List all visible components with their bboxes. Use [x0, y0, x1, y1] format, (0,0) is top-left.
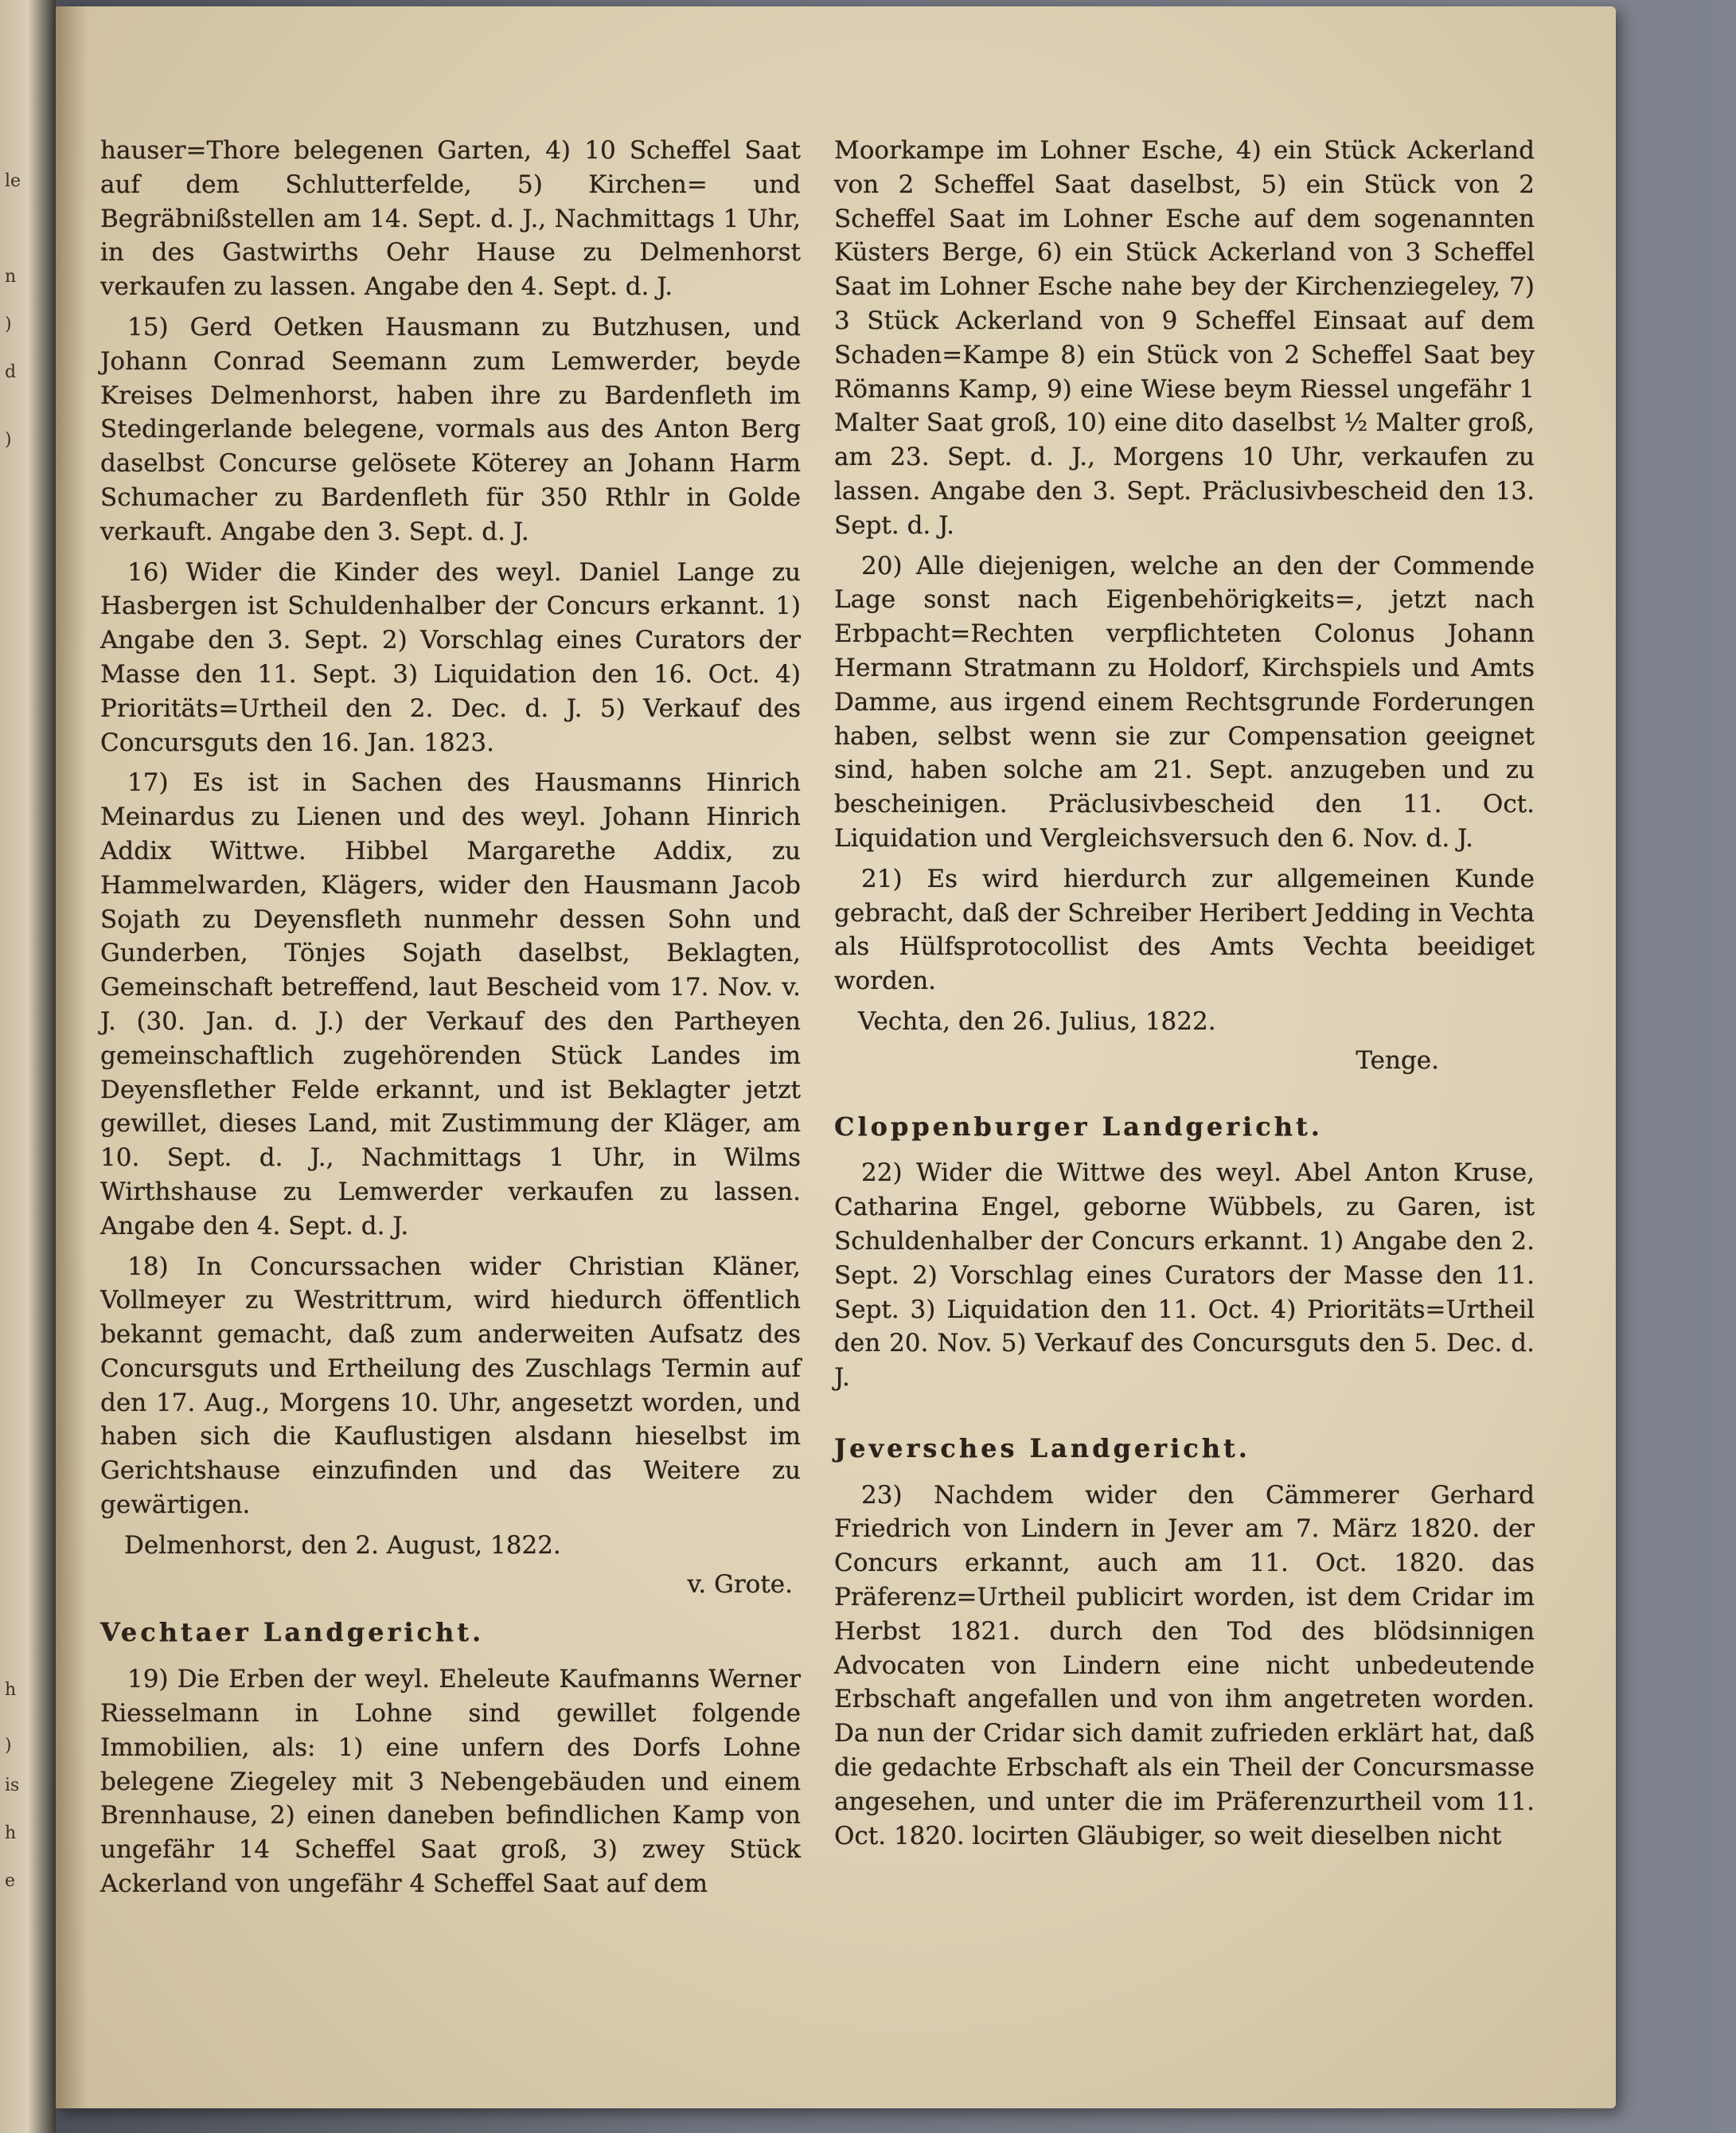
document-page [56, 6, 1616, 2108]
gutter-fragment: h [5, 1823, 17, 1843]
notice-15: 15) Gerd Oetken Hausmann zu Butzhusen, und Johann Conrad Seemann zum Lemwerder, beyde Kreises Delmenhorst, haben ihre zu Bardenfleth im Stedingerlande belegene, vormals aus des Anton Berg daselbst Concurse gelösete Köterey an Johann Harm Schumacher zu Bardenfleth für 350 Rthlr in Golde verkauft. Angabe den 3. Sept. d. J. [100, 312, 801, 546]
gutter-fragment: is [5, 1776, 20, 1795]
notice-17: 17) Es ist in Sachen des Hausmanns Hinrich Meinardus zu Lienen und des weyl. Johann Hinrich Addix Wittwe. Hibbel Margarethe Addix, zu Hammelwarden, Klägers, wider den Hausmann Jacob Sojath zu Deyensfleth nunmehr dessen Sohn und Gunderben, Tönjes Sojath daselbst, Beklagten, Gemeinschaft betreffend, laut Bescheid vom 17. Nov. v. J. (30. Jan. d. J.) der Verkauf des den Partheyen gemeinschaftlich zugehörenden Stück Landes im Deyensflether Felde erkannt, und ist Beklagter jetzt gewillet, dieses Land, mit Zustimmung der Kläger, am 10. Sept. d. J., Nachmittags 1 Uhr, in Wilms Wirthshause zu Lemwerder verkaufen zu lassen. Angabe den 4. Sept. d. J. [100, 768, 801, 1240]
gutter-fragment: ) [5, 430, 12, 450]
gutter-fragment: ) [5, 1736, 12, 1756]
right-column [834, 134, 1535, 1859]
gutter-fragment: le [5, 171, 21, 191]
gutter-fragment: e [5, 1871, 16, 1891]
section-heading-cloppenburg: Cloppenburger Landgericht. [834, 1111, 1323, 1142]
gutter-fragment: n [5, 267, 17, 287]
gutter-fragment: ) [5, 314, 12, 334]
place-date-vechta: Vechta, den 26. Julius, 1822. [858, 1006, 1216, 1036]
facing-page-gutter [0, 0, 56, 2133]
notice-18: 18) In Concurssachen wider Christian Kläner, Vollmeyer zu Westrittrum, wird hiedurch öffentlich bekannt gemacht, daß zum anderweiten Aufsatz des Concursguts und Ertheilung des Zuschlags Termin auf den 17. Aug., Morgens 10. Uhr, angesetzt worden, und haben sich die Kauflustigen alsdann hieselbst im Gerichtshause einzufinden und das Weitere zu gewärtigen. [100, 1252, 801, 1520]
gutter-fragment: d [5, 362, 17, 382]
place-date-delmenhorst: Delmenhorst, den 2. August, 1822. [124, 1530, 561, 1560]
section-heading-vechta: Vechtaer Landgericht. [100, 1617, 485, 1648]
gutter-fragment: h [5, 1680, 17, 1700]
signature-grote: v. Grote. [687, 1569, 793, 1599]
notice-21: 21) Es wird hierdurch zur allgemeinen Kunde gebracht, daß der Schreiber Heribert Jedding in Vechta als Hülfsprotocollist des Amts Vechta beeidiget worden. [834, 864, 1535, 996]
signature-tenge: Tenge. [1356, 1045, 1439, 1075]
continued-paragraph: hauser=Thore belegenen Garten, 4) 10 Scheffel Saat auf dem Schlutterfelde, 5) Kirchen= und Begräbnißstellen am 14. Sept. d. J., Nachmittags 1 Uhr, in des Gastwirths Oehr Hause zu Delmenhorst verkaufen zu lassen. Angabe den 4. Sept. d. J. [100, 136, 801, 302]
notice-20: 20) Alle diejenigen, welche an den der Commende Lage sonst nach Eigenbehörigkeits=, jetzt nach Erbpacht=Rechten verpflichteten Colonus Johann Hermann Stratmann zu Holdorf, Kirchspiels und Amts Damme, aus irgend einem Rechtsgrunde Forderungen haben, selbst wenn sie zur Compensation geeignet sind, haben solche am 21. Sept. anzugeben und zu bescheinigen. Präclusivbescheid den 11. Oct. Liquidation und Vergleichsversuch den 6. Nov. d. J. [834, 551, 1535, 853]
notice-23: 23) Nachdem wider den Cämmerer Gerhard Friedrich von Lindern in Jever am 7. März 1820. der Concurs erkannt, auch am 11. Oct. 1820. das Präferenz=Urtheil publicirt worden, ist dem Cridar im Herbst 1821. durch den Tod des blödsinnigen Advocaten von Lindern eine nicht unbedeutende Erbschaft angefallen und von ihm angetreten worden. Da nun der Cridar sich damit zufrieden erklärt hat, daß die gedachte Erbschaft als ein Theil der Concursmasse angesehen, und unter die im Präferenzurtheil vom 11. Oct. 1820. locirten Gläubiger, so weit dieselben nicht [834, 1480, 1535, 1850]
notice-22: 22) Wider die Wittwe des weyl. Abel Anton Kruse, Catharina Engel, geborne Wübbels, zu Garen, ist Schuldenhalber der Concurs erkannt. 1) Angabe den 2. Sept. 2) Vorschlag eines Curators der Masse den 11. Sept. 3) Liquidation den 11. Oct. 4) Prioritäts=Urtheil den 20. Nov. 5) Verkauf des Concursguts den 5. Dec. d. J. [834, 1158, 1535, 1393]
continued-paragraph: Moorkampe im Lohner Esche, 4) ein Stück Ackerland von 2 Scheffel Saat daselbst, 5) ein Stück von 2 Scheffel Saat im Lohner Esche auf dem sogenannten Küsters Berge, 6) ein Stück Ackerland von 3 Scheffel Saat im Lohner Esche nahe bey der Kirchenziegeley, 7) 3 Stück Ackerland von 9 Scheffel Einsaat auf dem Schaden=Kampe 8) ein Stück von 2 Scheffel Saat bey Römanns Kamp, 9) eine Wiese beym Riessel ungefähr 1 Malter Saat groß, 10) eine dito daselbst ½ Malter groß, am 23. Sept. d. J., Morgens 10 Uhr, verkaufen zu lassen. Angabe den 3. Sept. Präclusivbescheid den 13. Sept. d. J. [834, 136, 1535, 540]
notice-16: 16) Wider die Kinder des weyl. Daniel Lange zu Hasbergen ist Schuldenhalber der Concurs erkannt. 1) Angabe den 3. Sept. 2) Vorschlag eines Curators der Masse den 11. Sept. 3) Liquidation den 16. Oct. 4) Prioritäts=Urtheil den 2. Dec. d. J. 5) Verkauf des Concursguts den 16. Jan. 1823. [100, 557, 801, 757]
notice-19: 19) Die Erben der weyl. Eheleute Kaufmanns Werner Riesselmann in Lohne sind gewillet folgende Immobilien, als: 1) eine unfern des Dorfs Lohne belegene Ziegeley mit 3 Nebengebäuden und einem Brennhause, 2) einen daneben befindlichen Kamp von ungefähr 14 Scheffel Saat groß, 3) zwey Stück Ackerland von ungefähr 4 Scheffel Saat auf dem [100, 1665, 801, 1899]
section-heading-jever: Jeversches Landgericht. [834, 1432, 1250, 1463]
left-column [100, 134, 801, 1908]
